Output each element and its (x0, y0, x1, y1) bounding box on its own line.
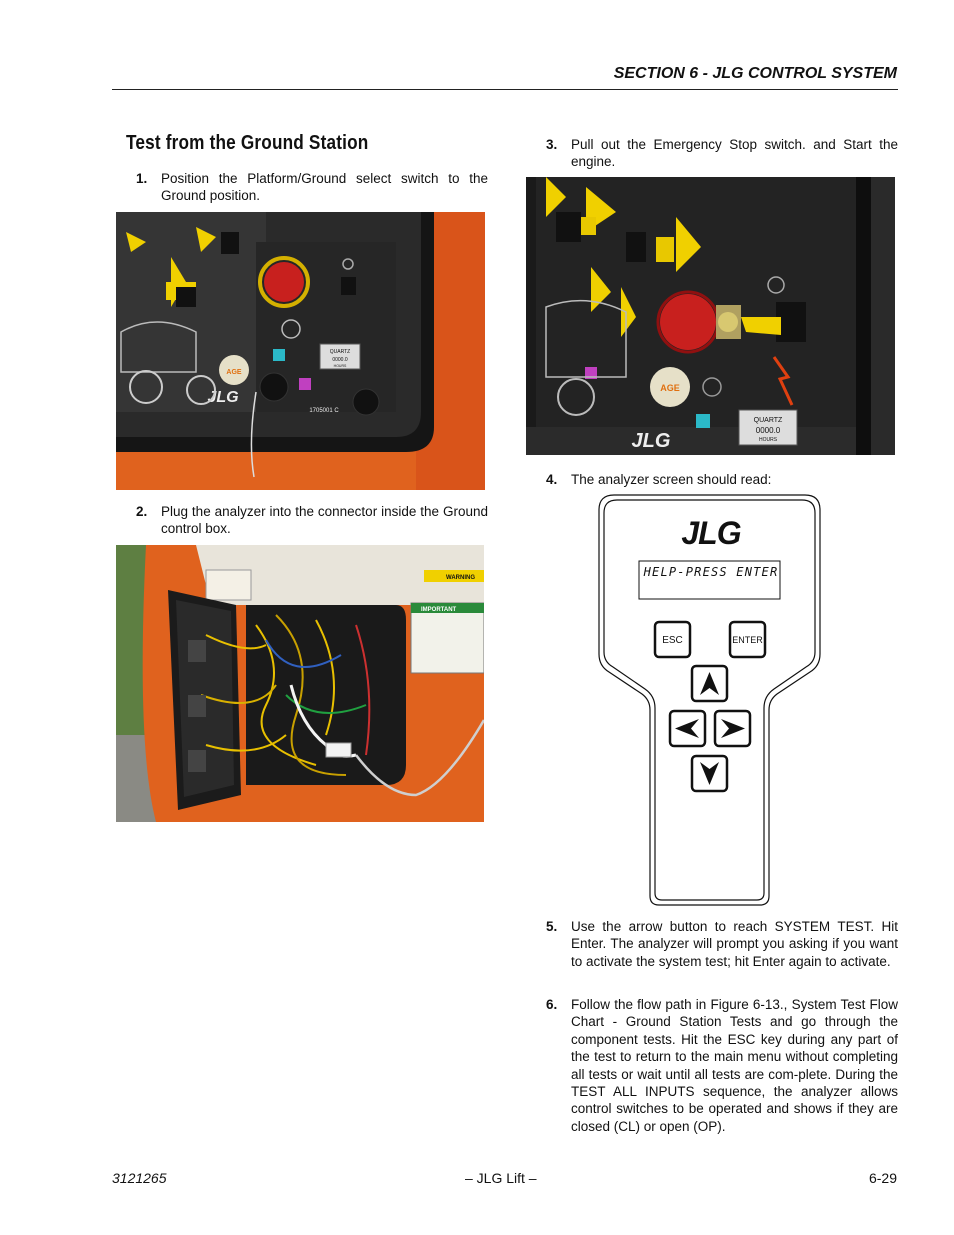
step-number: 5. (546, 919, 558, 934)
step-number: 3. (546, 137, 558, 152)
analyzer-illustration (598, 494, 821, 906)
photo3-age-label: AGE (660, 383, 680, 393)
footer-page-number: 6-29 (868, 1170, 897, 1186)
left-arrow-button[interactable] (670, 711, 705, 746)
step-2 (136, 503, 488, 538)
photo2-important-label: IMPORTANT (421, 607, 457, 613)
step-text: Pull out the Emergency Stop switch. and Start the engine. (571, 137, 898, 170)
photo1-part-label: 1705001 C (309, 408, 339, 414)
photo3-counter: 0000.0 (755, 426, 781, 435)
step-text: Plug the analyzer into the connector inside the Ground control box. (161, 504, 488, 537)
footer-doc-number: 3121265 (112, 1170, 167, 1186)
step-text: Position the Platform/Ground select switch to the Ground position. (161, 171, 488, 204)
step-number: 4. (546, 472, 558, 487)
photo-ground-panel (116, 212, 485, 490)
analyzer-screen-text: HELP-PRESS ENTER (643, 565, 779, 579)
photo3-quartz-label: QUARTZ (753, 417, 783, 424)
footer-center-title: – JLG Lift – (465, 1170, 537, 1186)
step-text: The analyzer screen should read: (571, 472, 772, 487)
section-header: SECTION 6 - JLG CONTROL SYSTEM (613, 65, 897, 82)
step-text: Use the arrow button to reach SYSTEM TEST. Hit Enter. The analyzer will prompt you asking if you want to activate the system test; hit Enter again to activate. (571, 919, 898, 969)
enter-button-label: ENTER (732, 635, 763, 645)
step-number: 2. (136, 504, 148, 519)
section-heading: Test from the Ground Station (126, 132, 369, 154)
photo1-counter: 0000.0 (332, 357, 348, 363)
analyzer-jlg-logo: JLG (681, 515, 741, 551)
step-text: Follow the flow path in Figure 6-13., System Test Flow Chart - Ground Station Tests and go through the component tests. Hit the ESC key during any part of the test to return to the main menu without completing all tests or wait until all tests are com-plete. During the TEST ALL INPUTS sequence, the analyzer allows control switches to be operated and shows if they are closed (CL) or open (OP). (571, 997, 898, 1134)
photo1-hours-label: HOURS (333, 364, 347, 368)
photo2-warning-label: WARNING (446, 575, 475, 581)
photo1-jlg-logo: JLG (207, 389, 239, 406)
step-6 (546, 996, 898, 1135)
step-5 (546, 918, 898, 970)
step-3 (546, 136, 898, 171)
photo3-jlg-logo: JLG (631, 430, 671, 452)
step-number: 1. (136, 171, 148, 186)
photo-open-control-box (116, 545, 484, 822)
esc-button-label: ESC (662, 635, 683, 646)
enter-button[interactable] (730, 622, 765, 657)
esc-button[interactable] (655, 622, 690, 657)
photo3-hours-label: HOURS (758, 437, 778, 443)
photo-emergency-stop (526, 177, 895, 455)
header-rule (112, 89, 898, 90)
up-arrow-button[interactable] (692, 666, 727, 701)
photo1-age-label: AGE (226, 369, 242, 376)
step-1 (136, 170, 488, 205)
right-arrow-button[interactable] (715, 711, 750, 746)
photo1-quartz-label: QUARTZ (329, 349, 351, 355)
step-4 (546, 471, 898, 488)
step-number: 6. (546, 997, 558, 1012)
down-arrow-button[interactable] (692, 756, 727, 791)
